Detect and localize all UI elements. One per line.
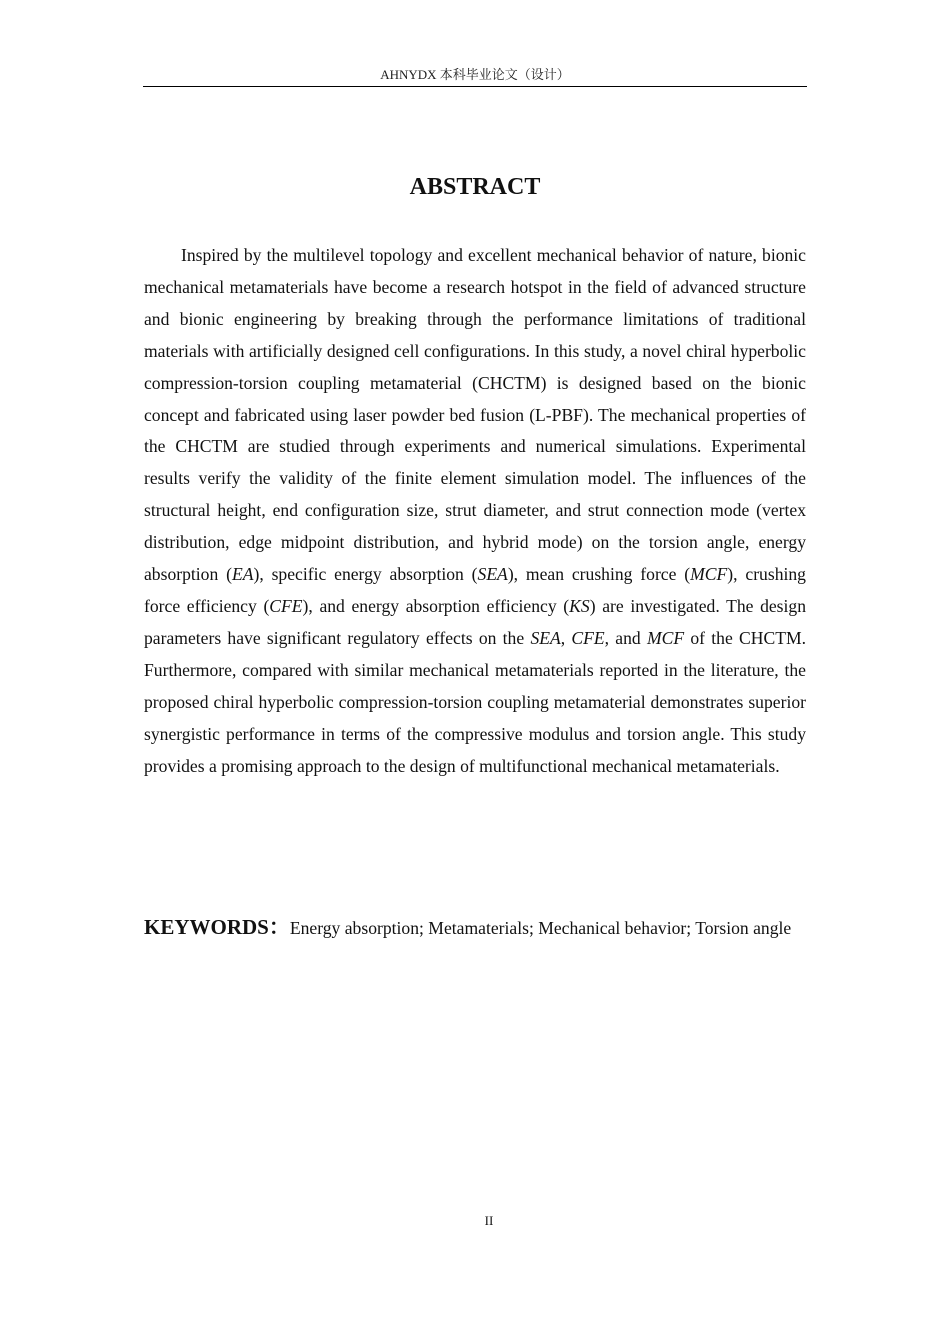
term-mcf-2: MCF <box>646 627 685 648</box>
page-number: II <box>484 1213 494 1228</box>
abstract-text-1: Inspired by the multilevel topology and excellent mechanical behavior of nature, bionic mechanical metamaterials have become a research hotspot in the field of advanced structure and bionic engineering by breaking through the performance limitations of traditional materials with artificially designed cell configurations. In this study, a novel chiral hyperbolic compression-torsion coupling metamaterial (CHCTM) is designed based on the bionic concept and fabricated using laser powder bed fusion (L-PBF). The mechanical properties of the CHCTM are studied through experiments and numerical simulations. Experimental results verify the validity of the finite element simulation model. The influences of the structural height, end configuration size, strut diameter, and strut connection mode (vertex distribution, edge midpoint distribution, and hybrid mode) on the torsion angle, energy absorption ( <box>144 245 806 585</box>
abstract-text-3: ), mean crushing force ( <box>507 564 691 585</box>
abstract-text-2: ), specific energy absorption ( <box>253 564 478 585</box>
keywords-label: KEYWORDS： <box>144 915 290 939</box>
abstract-text-6: ) are investigated. The design parameters have significant regulatory effects on the <box>144 595 807 648</box>
abstract-paragraph <box>144 240 806 782</box>
header-rule <box>143 86 807 87</box>
keywords-text: Energy absorption; Metamaterials; Mechanical behavior; Torsion angle <box>289 918 792 938</box>
term-sea-2: SEA <box>530 627 561 648</box>
abstract-text-8: , and <box>604 627 647 648</box>
running-header: AHNYDX 本科毕业论文（设计） <box>380 67 570 82</box>
abstract-text-4: ), crushing force efficiency ( <box>144 564 806 616</box>
keywords-line <box>144 912 806 943</box>
term-ea: EA <box>231 564 254 585</box>
abstract-text-7: , <box>560 627 572 648</box>
term-mcf: MCF <box>690 564 728 585</box>
abstract-text-9: of the CHCTM. Furthermore, compared with similar mechanical metamaterials reported in the literature, the proposed chiral hyperbolic compression-torsion coupling metamaterial demonstrates superior synergistic performance in terms of the compressive modulus and torsion angle. This study provides a promising approach to the design of multifunctional mechanical metamaterials. <box>144 627 807 776</box>
term-sea: SEA <box>477 564 508 585</box>
term-ks: KS <box>569 595 590 616</box>
abstract-text-5: ), and energy absorption efficiency ( <box>302 595 570 616</box>
term-cfe-2: CFE <box>571 627 605 648</box>
term-cfe: CFE <box>269 595 303 616</box>
abstract-title: ABSTRACT <box>409 174 541 200</box>
